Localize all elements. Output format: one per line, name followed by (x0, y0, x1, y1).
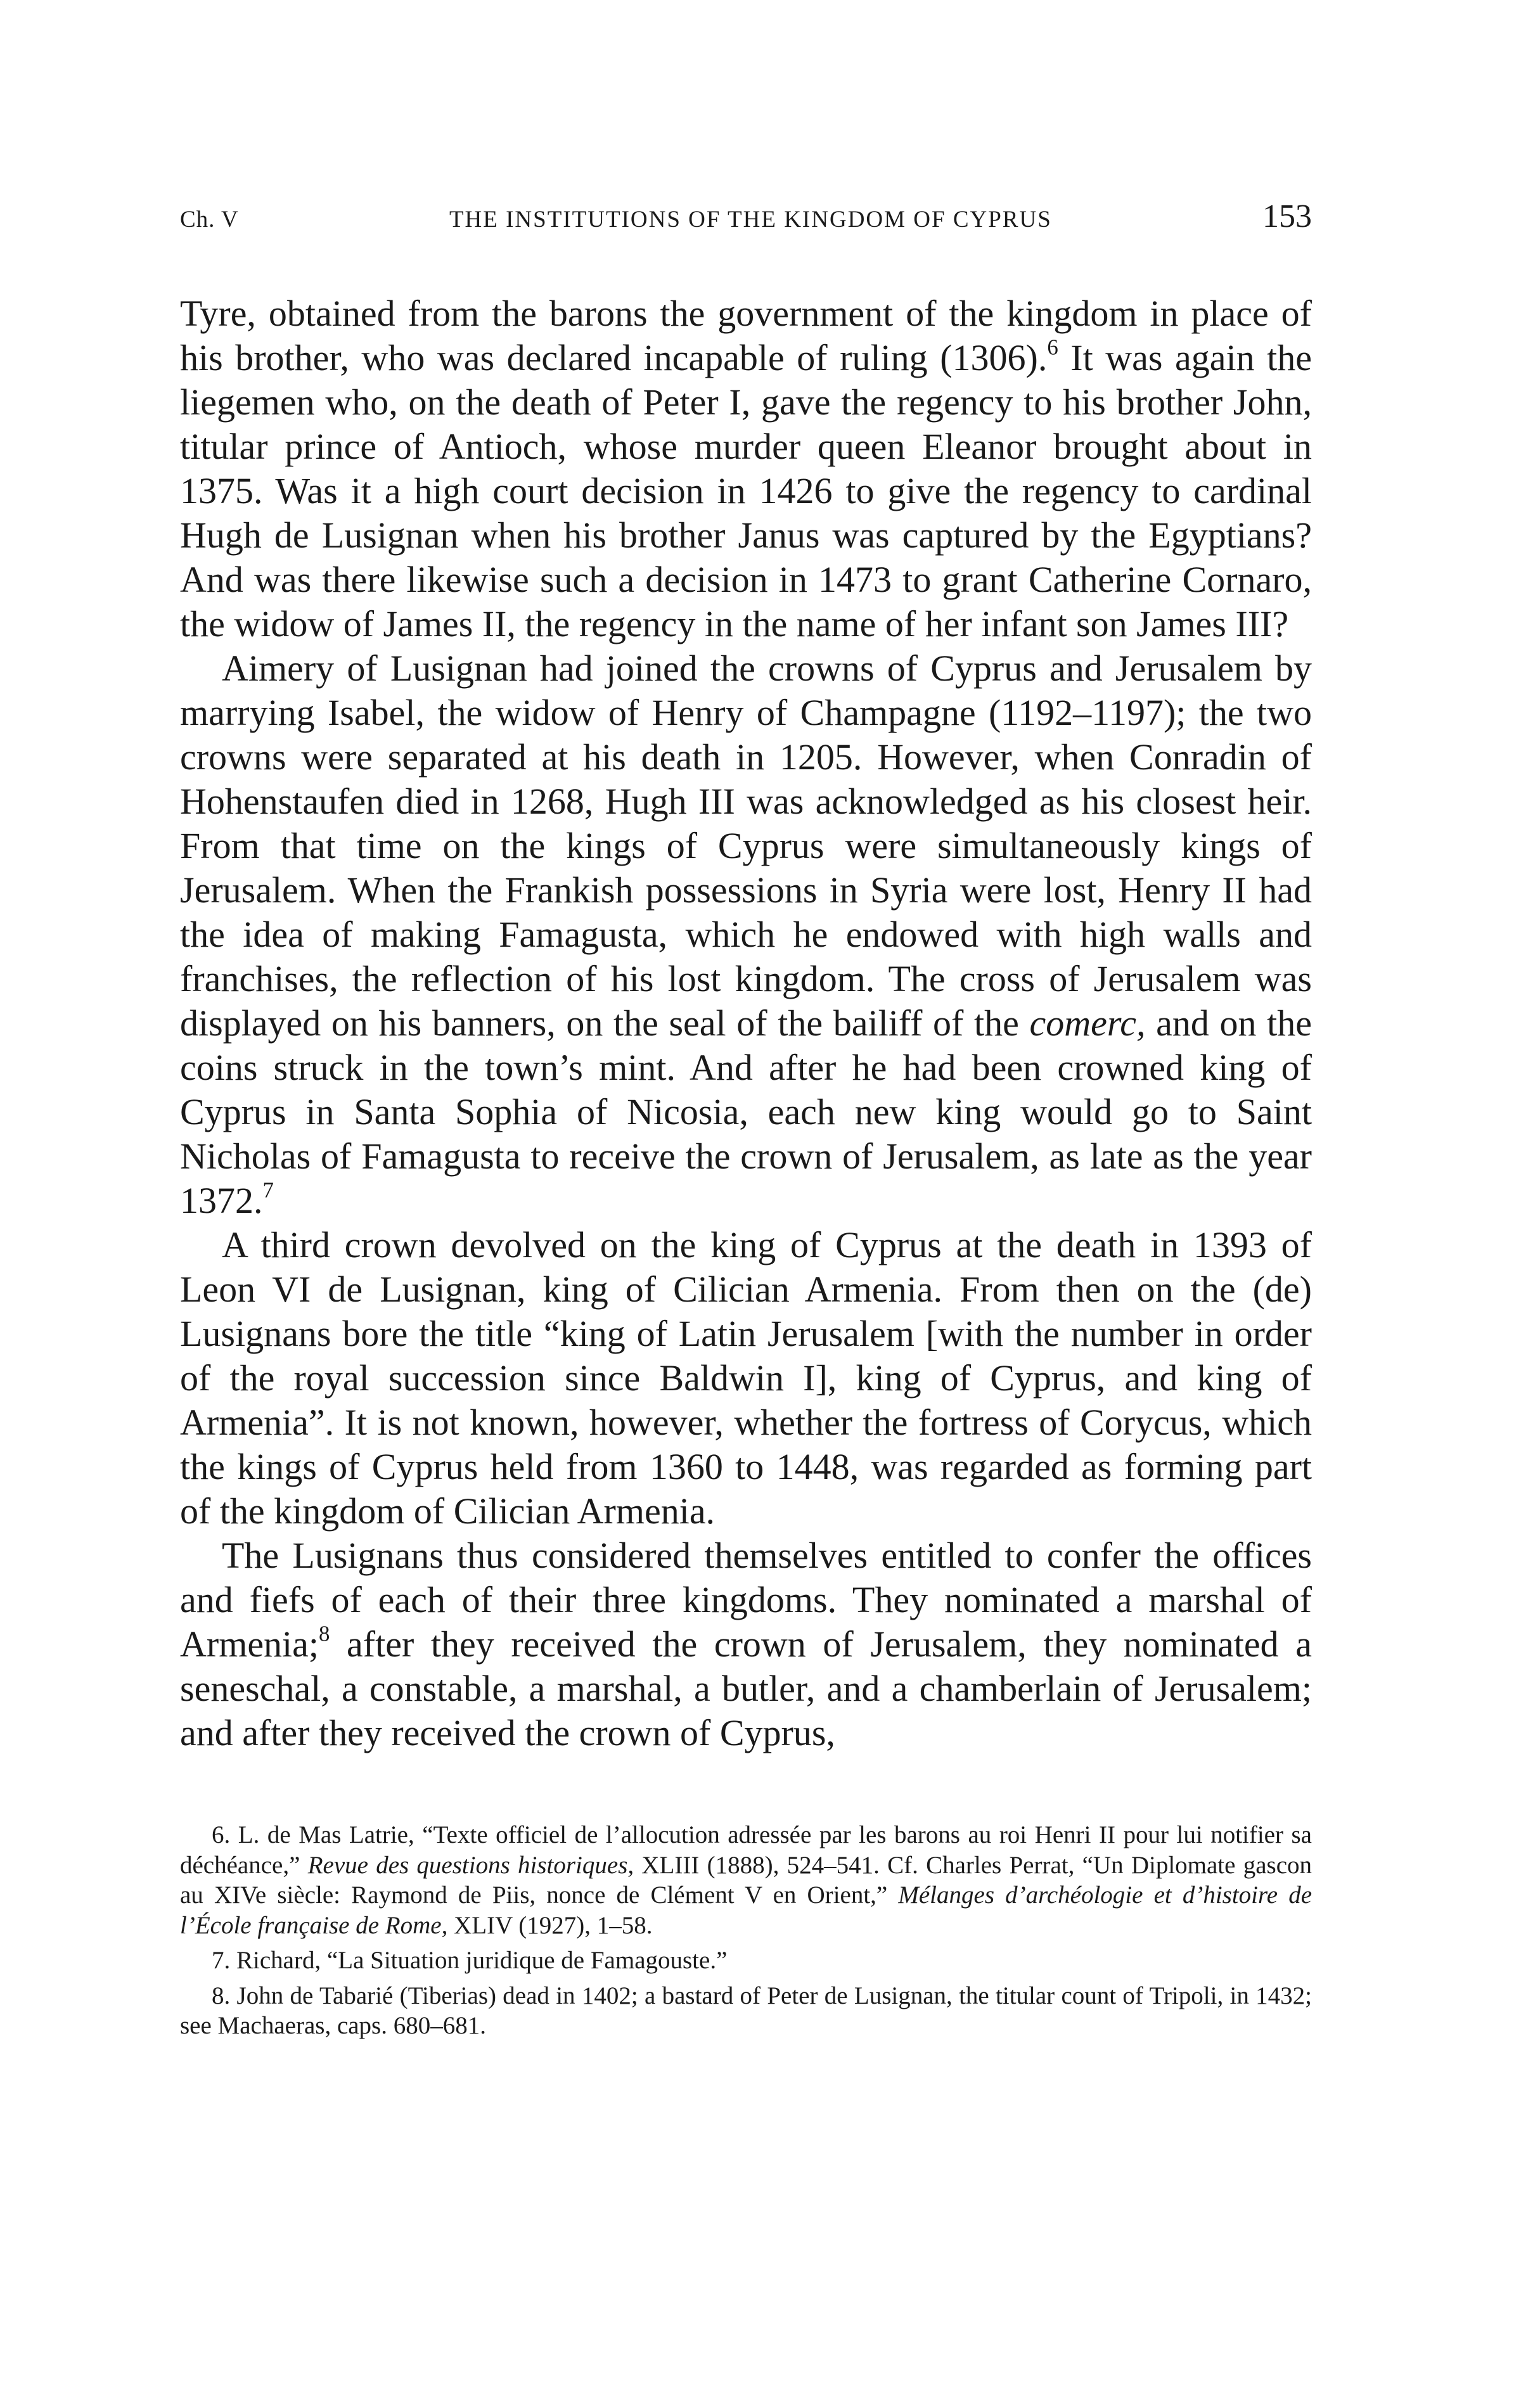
paragraph-2 (180, 646, 1312, 1223)
footnote-ref-6: 6 (1047, 335, 1058, 360)
chapter-label: Ch. V (180, 207, 239, 233)
paragraph-2-text-a: Aimery of Lusignan had joined the crowns of Cyprus and Jerusalem by marrying Isabel, the widow of Henry of Champagne (1192–1197); the two crowns were separated at his death in 1205. However, when Conradin of Hohenstaufen died in 1268, Hugh III was acknowledged as his closest heir. From that time on the kings of Cyprus were simultaneously kings of Jerusalem. When the Frankish possessions in Syria were lost, Henry II had the idea of making Famagusta, which he endowed with high walls and franchises, the reflection of his lost kingdom. The cross of Jerusalem was displayed on his banners, on the seal of the bailiff of the (180, 648, 1312, 1044)
paragraph-2-italic-comerc: comerc, (1029, 1002, 1146, 1044)
page-number: 153 (1262, 198, 1312, 234)
footnote-7-text: 7. Richard, “La Situation juridique de Famagouste.” (212, 1947, 728, 1974)
footnote-6-italic-melanges: Mélanges d’archéologie et d’histoire de l’École française de Rome, (180, 1881, 1312, 1939)
paragraph-4 (180, 1534, 1312, 1755)
main-text (180, 291, 1312, 1755)
paragraph-2-text-b: and on the coins struck in the town’s mint. And after he had been crowned king of Cyprus in Santa Sophia of Nicosia, each new king would go to Saint Nicholas of Famagusta to receive the crown of Jerusalem, as late as the year 1372. (180, 1002, 1312, 1221)
book-page (180, 198, 1312, 2041)
footnote-8 (180, 1981, 1312, 2041)
footnote-6-text-c: XLIV (1927), 1–58. (447, 1911, 653, 1939)
footnote-6-italic-journal: Revue des questions historiques, (307, 1851, 634, 1879)
footnote-ref-7: 7 (262, 1177, 274, 1203)
running-title: THE INSTITUTIONS OF THE KINGDOM OF CYPRUS (449, 207, 1052, 233)
footnote-6-text-b: XLIII (1888), 524–541. Cf. Charles Perrat, “Un Diplomate gascon au XIVe siècle: Raymond de Piis, nonce de Clément V en Orient,” (180, 1851, 1312, 1909)
paragraph-1-text-b: It was again the liegemen who, on the death of Peter I, gave the regency to his brother John, titular prince of Antioch, whose murder queen Eleanor brought about in 1375. Was it a high court decision in 1426 to give the regency to cardinal Hugh de Lusignan when his brother Janus was captured by the Egyptians? And was there likewise such a decision in 1473 to grant Catherine Cornaro, the widow of James II, the regency in the name of her infant son James III? (180, 337, 1312, 644)
paragraph-1 (180, 291, 1312, 646)
footnotes (180, 1820, 1312, 2041)
paragraph-4-text-a: The Lusignans thus considered themselves entitled to confer the offices and fiefs of each of their three kingdoms. They nominated a marshal of Armenia; (180, 1535, 1312, 1665)
footnote-6-text-a: 6. L. de Mas Latrie, “Texte officiel de l’allocution adressée par les barons au roi Henri II pour lui notifier sa déchéance,” (180, 1821, 1312, 1879)
footnote-ref-8: 8 (319, 1621, 330, 1646)
running-head (180, 198, 1312, 255)
paragraph-3 (180, 1223, 1312, 1534)
footnote-6 (180, 1820, 1312, 1940)
footnote-7 (180, 1945, 1312, 1976)
paragraph-4-text-b: after they received the crown of Jerusalem, they nominated a seneschal, a constable, a marshal, a butler, and a chamberlain of Jerusalem; and after they received the crown of Cyprus, (180, 1623, 1312, 1753)
paragraph-3-text: A third crown devolved on the king of Cyprus at the death in 1393 of Leon VI de Lusignan, king of Cilician Armenia. From then on the (de) Lusignans bore the title “king of Latin Jerusalem [with the number in order of the royal succession since Baldwin I], king of Cyprus, and king of Armenia”. It is not known, however, whether the fortress of Corycus, which the kings of Cyprus held from 1360 to 1448, was regarded as forming part of the kingdom of Cilician Armenia. (180, 1224, 1312, 1532)
paragraph-1-text-a: Tyre, obtained from the barons the government of the kingdom in place of his brother, who was declared incapable of ruling (1306). (180, 293, 1312, 378)
footnote-8-text: 8. John de Tabarié (Tiberias) dead in 1402; a bastard of Peter de Lusignan, the titular count of Tripoli, in 1432; see Machaeras, caps. 680–681. (180, 1982, 1312, 2039)
